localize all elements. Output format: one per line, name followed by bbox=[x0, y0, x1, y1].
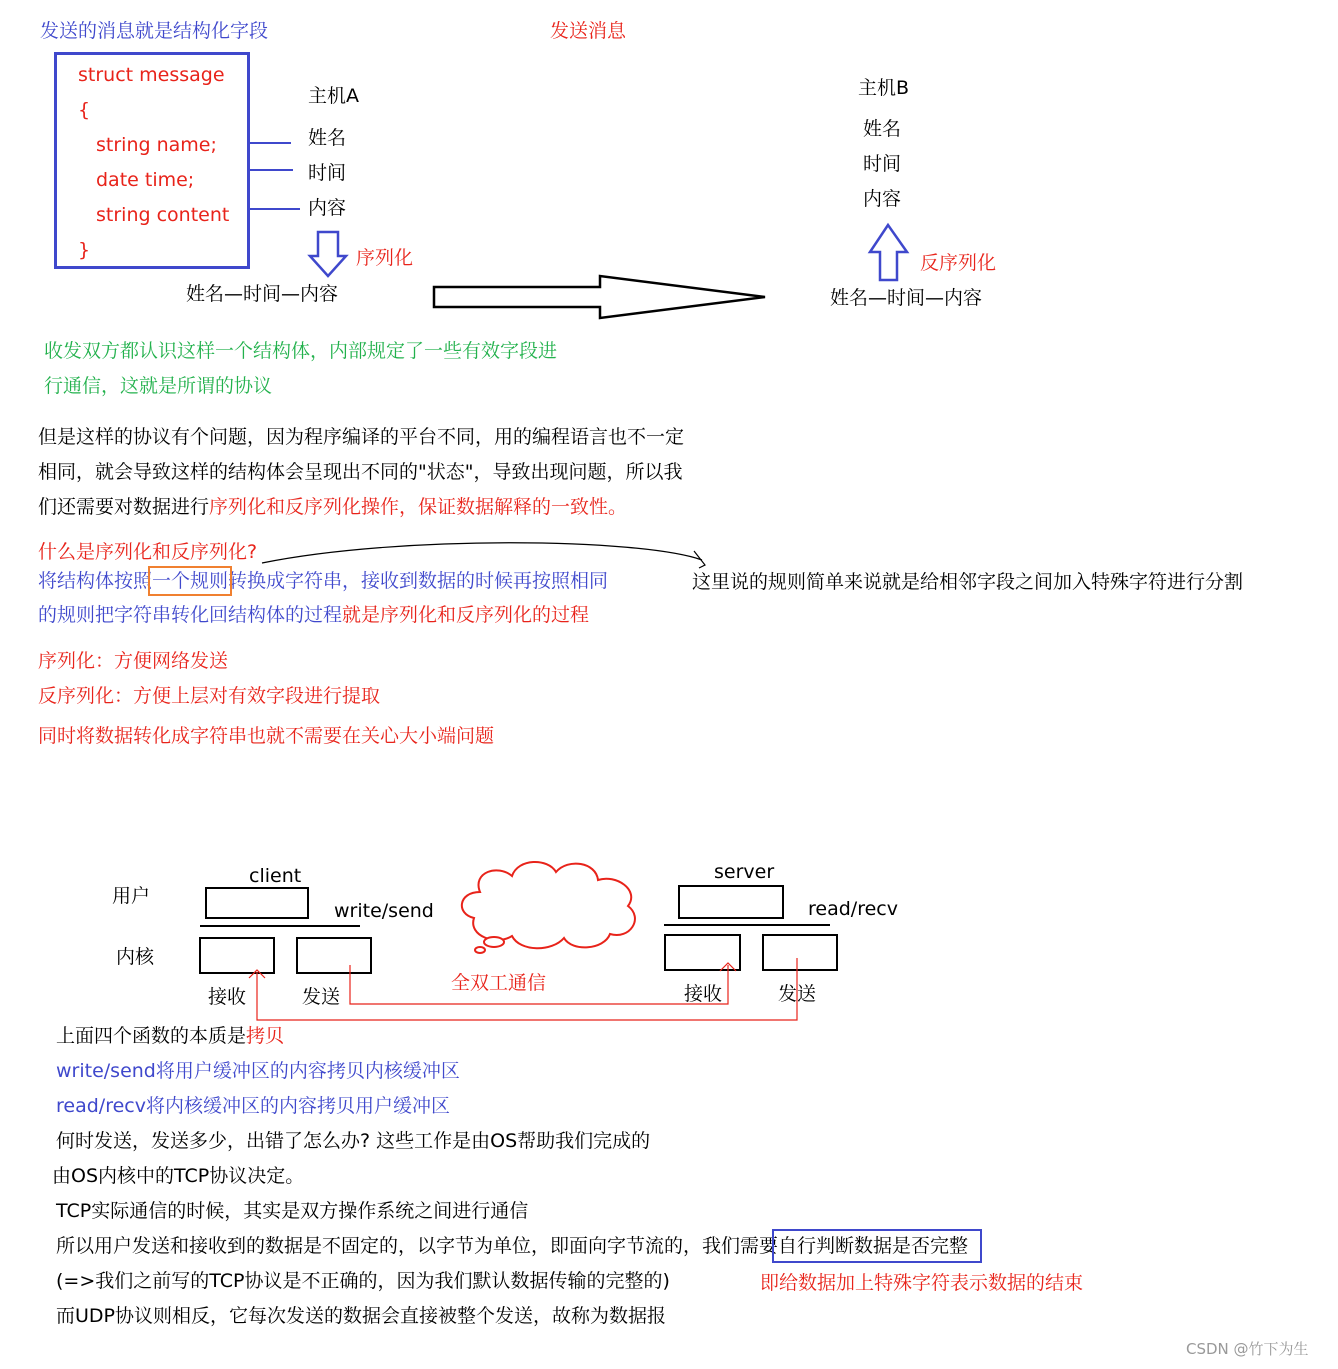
protocol-line-2: 行通信，这就是所谓的协议 bbox=[44, 375, 273, 397]
byte-stream-plain: 所以用户发送和接收到的数据是不固定的，以字节为单位，即面向字节流的，我们需要 bbox=[56, 1235, 779, 1257]
deserialize-up-arrow bbox=[870, 225, 907, 280]
deserialize-label: 反序列化 bbox=[920, 252, 997, 274]
os-line-1: 何时发送，发送多少，出错了怎么办? 这些工作是由OS帮助我们完成的 bbox=[56, 1130, 651, 1152]
full-duplex-label: 全双工通信 bbox=[451, 972, 547, 994]
previous-protocol-note: (=>我们之前写的TCP协议是不正确的，因为我们默认数据传输的完整的) bbox=[56, 1270, 670, 1292]
protocol-line-1: 收发双方都认识这样一个结构体，内部规定了一些有效字段进 bbox=[44, 340, 558, 362]
rule-note-curve-arrow bbox=[262, 543, 702, 563]
csdn-watermark: CSDN @竹下为生 bbox=[1186, 1340, 1309, 1358]
write-send-description: write/send将用户缓冲区的内容拷贝内核缓冲区 bbox=[56, 1060, 460, 1082]
server-label: server bbox=[714, 861, 775, 883]
read-recv-label: read/recv bbox=[808, 898, 898, 920]
problem-line-3-highlight: 序列化和反序列化操作，保证数据解释的一致性。 bbox=[209, 496, 628, 518]
definition-question: 什么是序列化和反序列化? bbox=[38, 541, 258, 563]
struct-line-name: string name; bbox=[96, 134, 217, 156]
serialize-benefit: 序列化：方便网络发送 bbox=[38, 650, 229, 672]
server-recv-label: 接收 bbox=[684, 983, 723, 1005]
client-label: client bbox=[249, 865, 302, 887]
host-b-title: 主机B bbox=[858, 77, 910, 99]
network-cloud bbox=[462, 862, 635, 953]
problem-line-2: 相同，就会导致这样的结构体会呈现出不同的"状态"，导致出现问题，所以我 bbox=[38, 461, 683, 483]
full-duplex-lines bbox=[249, 958, 797, 1020]
copy-essence-plain: 上面四个函数的本质是 bbox=[56, 1025, 247, 1047]
write-send-label: write/send bbox=[334, 900, 434, 922]
transmission-arrow bbox=[434, 276, 765, 318]
udp-line: 而UDP协议则相反，它每次发送的数据会直接被整个发送，故称为数据报 bbox=[56, 1305, 666, 1327]
struct-line-content: string content bbox=[96, 204, 230, 226]
copy-essence-highlight: 拷贝 bbox=[246, 1025, 285, 1047]
struct-line-time: date time; bbox=[96, 169, 195, 191]
tcp-line: TCP实际通信的时候，其实是双方操作系统之间进行通信 bbox=[56, 1200, 529, 1222]
host-b-field-name: 姓名 bbox=[863, 118, 902, 140]
host-b-field-time: 时间 bbox=[863, 153, 902, 175]
struct-line-close-brace: } bbox=[78, 239, 91, 261]
host-a-field-time: 时间 bbox=[308, 162, 347, 184]
host-b-field-content: 内容 bbox=[863, 188, 902, 210]
user-space-label: 用户 bbox=[112, 885, 151, 907]
host-a-field-name: 姓名 bbox=[308, 127, 347, 149]
definition-line-2-blue: 的规则把字符串转化回结构体的过程 bbox=[38, 604, 343, 626]
endian-note: 同时将数据转化成字符串也就不需要在关心大小端问题 bbox=[38, 725, 495, 747]
flat-string-a: 姓名—时间—内容 bbox=[186, 283, 339, 305]
server-send-label: 发送 bbox=[778, 983, 817, 1005]
definition-rule-boxed: 一个规则 bbox=[152, 570, 229, 592]
problem-line-3-plain: 们还需要对数据进行 bbox=[38, 496, 210, 518]
special-char-note: 即给数据加上特殊字符表示数据的结束 bbox=[760, 1272, 1084, 1294]
struct-line-open-brace: { bbox=[78, 99, 91, 121]
host-a-title: 主机A bbox=[308, 85, 359, 107]
serialize-label: 序列化 bbox=[356, 247, 414, 269]
byte-stream-boxed: 自行判断数据是否完整 bbox=[778, 1235, 976, 1257]
definition-line-1-b: 转换成字符串，接收到数据的时候再按照相同 bbox=[228, 570, 609, 592]
definition-line-1-a: 将结构体按照 bbox=[38, 570, 153, 592]
os-line-2: 由OS内核中的TCP协议决定。 bbox=[52, 1165, 305, 1187]
struct-caption: 发送的消息就是结构化字段 bbox=[40, 20, 269, 42]
struct-line-header: struct message bbox=[78, 64, 225, 86]
kernel-space-label: 内核 bbox=[116, 946, 155, 968]
deserialize-benefit: 反序列化：方便上层对有效字段进行提取 bbox=[38, 685, 381, 707]
client-recv-label: 接收 bbox=[208, 986, 247, 1008]
host-a-field-content: 内容 bbox=[308, 197, 347, 219]
send-message-caption: 发送消息 bbox=[550, 20, 627, 42]
read-recv-description: read/recv将内核缓冲区的内容拷贝用户缓冲区 bbox=[56, 1095, 450, 1117]
serialize-down-arrow bbox=[310, 232, 346, 276]
problem-line-1: 但是这样的协议有个问题，因为程序编译的平台不同，用的编程语言也不一定 bbox=[38, 426, 685, 448]
flat-string-b: 姓名—时间—内容 bbox=[830, 287, 983, 309]
client-send-label: 发送 bbox=[302, 986, 341, 1008]
rule-note: 这里说的规则简单来说就是给相邻字段之间加入特殊字符进行分割 bbox=[692, 571, 1244, 593]
definition-line-2-red: 就是序列化和反序列化的过程 bbox=[342, 604, 590, 626]
